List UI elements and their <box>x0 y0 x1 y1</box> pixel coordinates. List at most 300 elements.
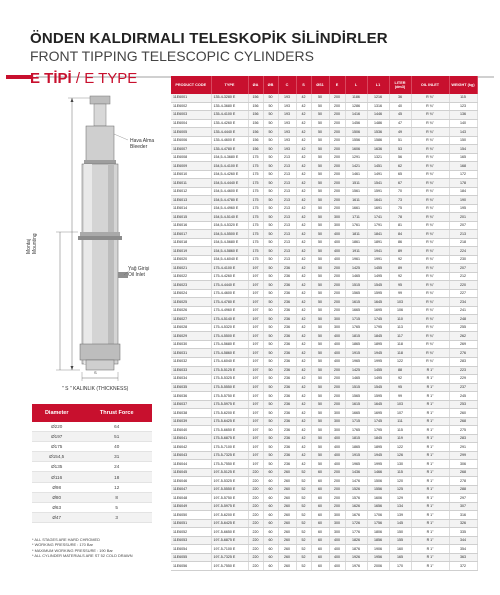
oil-inlet-label-en: Oil Inlet <box>128 272 145 278</box>
product-cell: R 1" <box>411 468 449 477</box>
product-cell: 220 <box>248 485 263 494</box>
product-cell: R 1" <box>411 511 449 520</box>
product-cell: 195 <box>449 204 477 213</box>
product-cell: 60 <box>311 519 329 528</box>
product-cell: R ¾" <box>411 272 449 281</box>
product-cell: 236 <box>278 315 296 324</box>
product-cell: 154,5-4-6040 E <box>211 255 248 264</box>
product-cell: 47 <box>389 119 411 128</box>
product-cell: 200 <box>329 306 345 315</box>
product-cell: 197-5-6200 E <box>211 511 248 520</box>
spec-note: * ALL STAGES ARE HARD CHROMED <box>32 537 100 542</box>
product-cell: 197-5-5325 E <box>211 477 248 486</box>
product-cell: 1841 <box>367 230 389 239</box>
product-cell: 212 <box>449 272 477 281</box>
product-cell: 1425 <box>345 366 367 375</box>
product-cell: 110 <box>389 315 411 324</box>
product-cell: R ¾" <box>411 196 449 205</box>
thrust-row <box>32 452 152 462</box>
product-cell: 223 <box>449 366 477 375</box>
product-cell: 1541 <box>367 179 389 188</box>
product-cell: 50 <box>263 289 278 298</box>
product-cell: 1815 <box>345 332 367 341</box>
product-cell: 89 <box>389 264 411 273</box>
product-cell: 175-4-4260 E <box>211 272 248 281</box>
product-cell: 1726 <box>345 519 367 528</box>
product-cell: 50 <box>311 247 329 256</box>
product-cell: R ¾" <box>411 111 449 120</box>
product-cell: 1915 <box>345 451 367 460</box>
product-code-cell: 11E6029 <box>171 332 211 341</box>
product-cell: 42 <box>296 409 311 418</box>
mounting-label-tr: Montaj <box>26 238 32 254</box>
product-cell: 175 <box>248 255 263 264</box>
product-code-cell: 11E6048 <box>171 494 211 503</box>
product-cell: 52 <box>296 502 311 511</box>
product-cell: 197 <box>248 417 263 426</box>
product-row <box>171 409 477 418</box>
product-code-cell: 11E6049 <box>171 502 211 511</box>
product-row <box>171 536 477 545</box>
product-code-cell: 11E6056 <box>171 562 211 571</box>
thrust-row <box>32 432 152 442</box>
product-cell: 220 <box>248 553 263 562</box>
product-cell: 170 <box>389 562 411 571</box>
product-cell: 260 <box>278 494 296 503</box>
mounting-label-en: Mounting <box>32 233 38 254</box>
thrust-diameter-cell: Ø116 <box>32 472 81 482</box>
product-cell: 42 <box>296 349 311 358</box>
product-cell: 1815 <box>345 434 367 443</box>
product-cell: 268 <box>449 417 477 426</box>
product-cell: 154,5-4-4600 E <box>211 187 248 196</box>
product-cell: 175 <box>248 170 263 179</box>
product-cell: 42 <box>296 170 311 179</box>
product-cell: 236 <box>278 264 296 273</box>
thrust-row <box>32 462 152 472</box>
product-cell: 1715 <box>345 417 367 426</box>
product-cell: 156 <box>248 145 263 154</box>
product-cell: 1826 <box>345 536 367 545</box>
product-cell: 1216 <box>367 94 389 102</box>
product-cell: 175-4-4100 E <box>211 264 248 273</box>
thrust-force-cell: 3 <box>81 512 152 522</box>
product-cell: 60 <box>311 553 329 562</box>
product-cell: 1641 <box>367 196 389 205</box>
product-cell: 42 <box>296 153 311 162</box>
product-cell: 1186 <box>345 94 367 102</box>
product-code-cell: 11E6020 <box>171 255 211 264</box>
product-row <box>171 400 477 409</box>
product-cell: 400 <box>329 340 345 349</box>
thrust-force-cell: 5 <box>81 502 152 512</box>
product-cell: 193 <box>278 119 296 128</box>
product-cell: 42 <box>296 366 311 375</box>
product-cell: 1911 <box>345 247 367 256</box>
product-cell: 197 <box>248 426 263 435</box>
product-cell: 42 <box>296 196 311 205</box>
product-cell: 220 <box>248 528 263 537</box>
product-cell: 89 <box>389 247 411 256</box>
product-row <box>171 502 477 511</box>
product-cell: 92 <box>389 272 411 281</box>
product-cell: 50 <box>263 136 278 145</box>
product-cell: 400 <box>329 230 345 239</box>
product-cell: 50 <box>263 238 278 247</box>
product-cell: R ¾" <box>411 128 449 137</box>
product-cell: 197 <box>248 323 263 332</box>
product-cell: 103 <box>389 400 411 409</box>
product-cell: 262 <box>449 332 477 341</box>
product-row <box>171 153 477 162</box>
product-cell: 50 <box>263 315 278 324</box>
product-cell: 175-4-4960 E <box>211 306 248 315</box>
product-cell: 197 <box>248 349 263 358</box>
product-code-cell: 11E6042 <box>171 443 211 452</box>
product-cell: 50 <box>311 383 329 392</box>
product-cell: R ¾" <box>411 238 449 247</box>
product-cell: 50 <box>263 247 278 256</box>
product-cell: 200 <box>329 170 345 179</box>
product-cell: 400 <box>329 357 345 366</box>
product-row <box>171 323 477 332</box>
product-cell: 1511 <box>345 179 367 188</box>
product-code-cell: 11E6053 <box>171 536 211 545</box>
product-row <box>171 426 477 435</box>
product-cell: 60 <box>263 494 278 503</box>
product-cell: 1776 <box>345 528 367 537</box>
product-cell: 1556 <box>367 485 389 494</box>
product-cell: 236 <box>278 357 296 366</box>
product-cell: 1636 <box>367 145 389 154</box>
product-cell: 60 <box>263 536 278 545</box>
product-cell: 200 <box>329 264 345 273</box>
product-row <box>171 528 477 537</box>
product-cell: 52 <box>296 468 311 477</box>
product-cell: 213 <box>278 213 296 222</box>
product-cell: 1606 <box>367 494 389 503</box>
product-code-cell: 11E6015 <box>171 213 211 222</box>
product-cell: 103 <box>389 298 411 307</box>
product-cell: 50 <box>311 298 329 307</box>
product-cell: 1745 <box>367 417 389 426</box>
product-col-header: ØB <box>263 76 278 94</box>
product-cell: 150 <box>449 136 477 145</box>
product-cell: 213 <box>278 179 296 188</box>
product-row <box>171 349 477 358</box>
product-cell: 200 <box>329 281 345 290</box>
product-cell: 75 <box>389 204 411 213</box>
product-cell: 50 <box>311 434 329 443</box>
product-cell: 50 <box>263 306 278 315</box>
product-cell: 156 <box>248 136 263 145</box>
product-cell: R 1" <box>411 400 449 409</box>
product-cell: 56 <box>389 153 411 162</box>
product-cell: 42 <box>296 400 311 409</box>
product-cell: 50 <box>311 221 329 230</box>
product-cell: 50 <box>263 128 278 137</box>
product-cell: 300 <box>329 315 345 324</box>
product-cell: 1645 <box>367 400 389 409</box>
product-cell: 220 <box>248 562 263 571</box>
product-cell: 236 <box>278 289 296 298</box>
product-cell: 400 <box>329 562 345 571</box>
product-cell: R ¾" <box>411 340 449 349</box>
product-cell: 300 <box>329 511 345 520</box>
product-code-cell: 11E6012 <box>171 187 211 196</box>
product-cell: 1891 <box>367 238 389 247</box>
product-cell: 50 <box>311 162 329 171</box>
product-cell: 197 <box>248 451 263 460</box>
product-cell: 36 <box>389 94 411 102</box>
product-cell: 236 <box>278 349 296 358</box>
product-cell: 143 <box>449 128 477 137</box>
product-cell: 193 <box>278 111 296 120</box>
product-cell: 154,5-4-4960 E <box>211 204 248 213</box>
oil-inlet-label <box>128 266 149 278</box>
product-code-cell: 11E6043 <box>171 451 211 460</box>
product-cell: R 1" <box>411 460 449 469</box>
product-cell: 1865 <box>345 340 367 349</box>
product-cell: 178 <box>449 179 477 188</box>
product-cell: 1451 <box>367 162 389 171</box>
product-code-cell: 11E6037 <box>171 400 211 409</box>
spec-note: * ALL CYLINDER MATERIALS ARE ST 52 COLD DRAWN <box>32 552 133 558</box>
product-cell: 50 <box>263 366 278 375</box>
product-cell: 200 <box>329 289 345 298</box>
product-cell: 125 <box>389 485 411 494</box>
product-cell: 197 <box>248 264 263 273</box>
product-col-header: L <box>345 76 367 94</box>
product-cell: 197-5-7325 E <box>211 553 248 562</box>
product-code-cell: 11E6052 <box>171 528 211 537</box>
product-cell: 1861 <box>345 238 367 247</box>
product-code-cell: 11E6021 <box>171 264 211 273</box>
product-cell: 197-5-5125 E <box>211 468 248 477</box>
product-cell: R ¾" <box>411 153 449 162</box>
type-label-tr: E TİPİ <box>30 70 72 87</box>
product-code-cell: 11E6002 <box>171 102 211 111</box>
product-cell: 253 <box>449 400 477 409</box>
product-cell: 213 <box>278 255 296 264</box>
product-cell: 50 <box>263 451 278 460</box>
product-cell: 236 <box>278 272 296 281</box>
product-cell: 1695 <box>367 306 389 315</box>
product-cell: 52 <box>296 553 311 562</box>
product-cell: 197-5-5975 E <box>211 502 248 511</box>
product-cell: 1695 <box>367 409 389 418</box>
product-code-cell: 11E6006 <box>171 136 211 145</box>
product-cell: 1576 <box>345 494 367 503</box>
product-cell: 300 <box>329 528 345 537</box>
product-cell: 1461 <box>345 170 367 179</box>
product-cell: 88 <box>389 366 411 375</box>
product-cell: 50 <box>263 94 278 102</box>
product-cell: 42 <box>296 281 311 290</box>
product-cell: 50 <box>311 375 329 384</box>
product-cell: 50 <box>311 366 329 375</box>
product-cell: 135-4-4600 E <box>211 136 248 145</box>
product-cell: 1561 <box>345 187 367 196</box>
product-cell: 60 <box>263 468 278 477</box>
product-cell: 197 <box>248 366 263 375</box>
product-cell: 236 <box>278 375 296 384</box>
product-cell: 260 <box>278 545 296 554</box>
product-row <box>171 187 477 196</box>
product-code-cell: 11E6040 <box>171 426 211 435</box>
thrust-row <box>32 502 152 512</box>
product-col-header: ØA <box>248 76 263 94</box>
product-cell: 42 <box>296 255 311 264</box>
product-cell: 299 <box>449 451 477 460</box>
product-cell: 260 <box>278 485 296 494</box>
product-cell: 175 <box>248 204 263 213</box>
thrust-col-diameter: Diameter <box>32 404 81 422</box>
product-cell: 60 <box>311 485 329 494</box>
product-row <box>171 511 477 520</box>
product-cell: R ¾" <box>411 119 449 128</box>
product-cell: R 1" <box>411 562 449 571</box>
product-cell: 1316 <box>367 102 389 111</box>
product-cell: 42 <box>296 332 311 341</box>
product-cell: 154,5-4-4780 E <box>211 196 248 205</box>
product-cell: 200 <box>329 468 345 477</box>
product-cell: 248 <box>449 315 477 324</box>
product-cell: 197 <box>248 332 263 341</box>
product-cell: R ¾" <box>411 315 449 324</box>
product-cell: 50 <box>263 255 278 264</box>
type-heading <box>30 70 137 87</box>
product-row <box>171 494 477 503</box>
product-cell: 1611 <box>345 196 367 205</box>
product-cell: 197 <box>248 460 263 469</box>
product-cell: R ¾" <box>411 179 449 188</box>
product-cell: 175-4-5680 E <box>211 340 248 349</box>
product-cell: 1591 <box>367 187 389 196</box>
product-cell: 50 <box>263 400 278 409</box>
product-cell: 50 <box>311 136 329 145</box>
product-cell: 50 <box>263 213 278 222</box>
product-cell: 1595 <box>367 392 389 401</box>
product-cell: 42 <box>296 460 311 469</box>
product-cell: 197-5-7100 E <box>211 545 248 554</box>
product-cell: 50 <box>311 204 329 213</box>
product-cell: 156 <box>248 119 263 128</box>
product-cell: 50 <box>311 196 329 205</box>
product-cell: 220 <box>248 494 263 503</box>
product-cell: 165 <box>449 153 477 162</box>
product-cell: 1536 <box>367 128 389 137</box>
product-cell: 1676 <box>345 511 367 520</box>
product-cell: 42 <box>296 162 311 171</box>
thrust-force-cell: 8 <box>81 492 152 502</box>
product-code-cell: 11E6036 <box>171 392 211 401</box>
product-cell: R 1" <box>411 409 449 418</box>
product-row <box>171 562 477 571</box>
product-code-cell: 11E6025 <box>171 298 211 307</box>
product-cell: 60 <box>311 528 329 537</box>
product-cell: 50 <box>311 349 329 358</box>
product-cell: 245 <box>449 392 477 401</box>
product-cell: 154,5-4-3680 E <box>211 153 248 162</box>
product-cell: 1941 <box>367 247 389 256</box>
product-cell: 60 <box>311 468 329 477</box>
product-cell: R ¾" <box>411 230 449 239</box>
product-row <box>171 443 477 452</box>
product-cell: 1465 <box>345 375 367 384</box>
product-cell: 220 <box>449 281 477 290</box>
thrust-force-cell: 51 <box>81 432 152 442</box>
product-cell: 1995 <box>367 460 389 469</box>
product-code-cell: 11E6018 <box>171 238 211 247</box>
thrust-force-table <box>32 404 152 523</box>
product-col-header: S <box>296 76 311 94</box>
thrust-force-cell: 18 <box>81 472 152 482</box>
product-code-cell: 11E6014 <box>171 204 211 213</box>
product-cell: 1586 <box>367 136 389 145</box>
product-cell: 50 <box>311 451 329 460</box>
product-cell: 50 <box>263 179 278 188</box>
product-code-cell: 11E6039 <box>171 417 211 426</box>
product-cell: 50 <box>263 187 278 196</box>
thrust-row <box>32 482 152 492</box>
product-cell: 50 <box>263 221 278 230</box>
product-cell: 1741 <box>367 213 389 222</box>
product-cell: 1421 <box>345 162 367 171</box>
product-cell: 42 <box>296 94 311 102</box>
product-row <box>171 281 477 290</box>
product-cell: 213 <box>278 230 296 239</box>
product-cell: 42 <box>296 145 311 154</box>
product-code-cell: 11E6003 <box>171 111 211 120</box>
product-code-cell: 11E6030 <box>171 340 211 349</box>
spec-note: * MAXIMUM WORKING PRESSURE : 190 Bar <box>32 547 113 553</box>
product-cell: 40 <box>389 102 411 111</box>
product-cell: 50 <box>263 340 278 349</box>
product-cell: 276 <box>449 349 477 358</box>
product-row <box>171 255 477 264</box>
product-cell: 1895 <box>367 340 389 349</box>
product-cell: 60 <box>263 502 278 511</box>
type-label-en: E TYPE <box>84 70 138 87</box>
product-row <box>171 170 477 179</box>
product-cell: 197-5-7550 E <box>211 562 248 571</box>
product-cell: 1545 <box>367 383 389 392</box>
product-cell: 200 <box>329 383 345 392</box>
product-cell: 213 <box>278 170 296 179</box>
product-cell: 50 <box>311 357 329 366</box>
air-bleeder-label-en: Bleeder <box>130 144 148 150</box>
product-cell: 400 <box>329 451 345 460</box>
product-cell: 1895 <box>367 443 389 452</box>
product-cell: 344 <box>449 536 477 545</box>
product-cell: 306 <box>449 460 477 469</box>
product-cell: 400 <box>329 247 345 256</box>
product-row <box>171 247 477 256</box>
product-cell: 200 <box>329 502 345 511</box>
product-cell: 42 <box>296 111 311 120</box>
product-cell: 1456 <box>345 119 367 128</box>
product-cell: 175-4-5860 E <box>211 349 248 358</box>
product-cell: 1526 <box>345 485 367 494</box>
product-cell: 200 <box>329 366 345 375</box>
product-cell: R ¾" <box>411 289 449 298</box>
product-cell: 1915 <box>345 349 367 358</box>
product-cell: 300 <box>329 323 345 332</box>
product-cell: 135-4-3680 E <box>211 102 248 111</box>
product-cell: 60 <box>263 553 278 562</box>
thrust-row <box>32 442 152 452</box>
